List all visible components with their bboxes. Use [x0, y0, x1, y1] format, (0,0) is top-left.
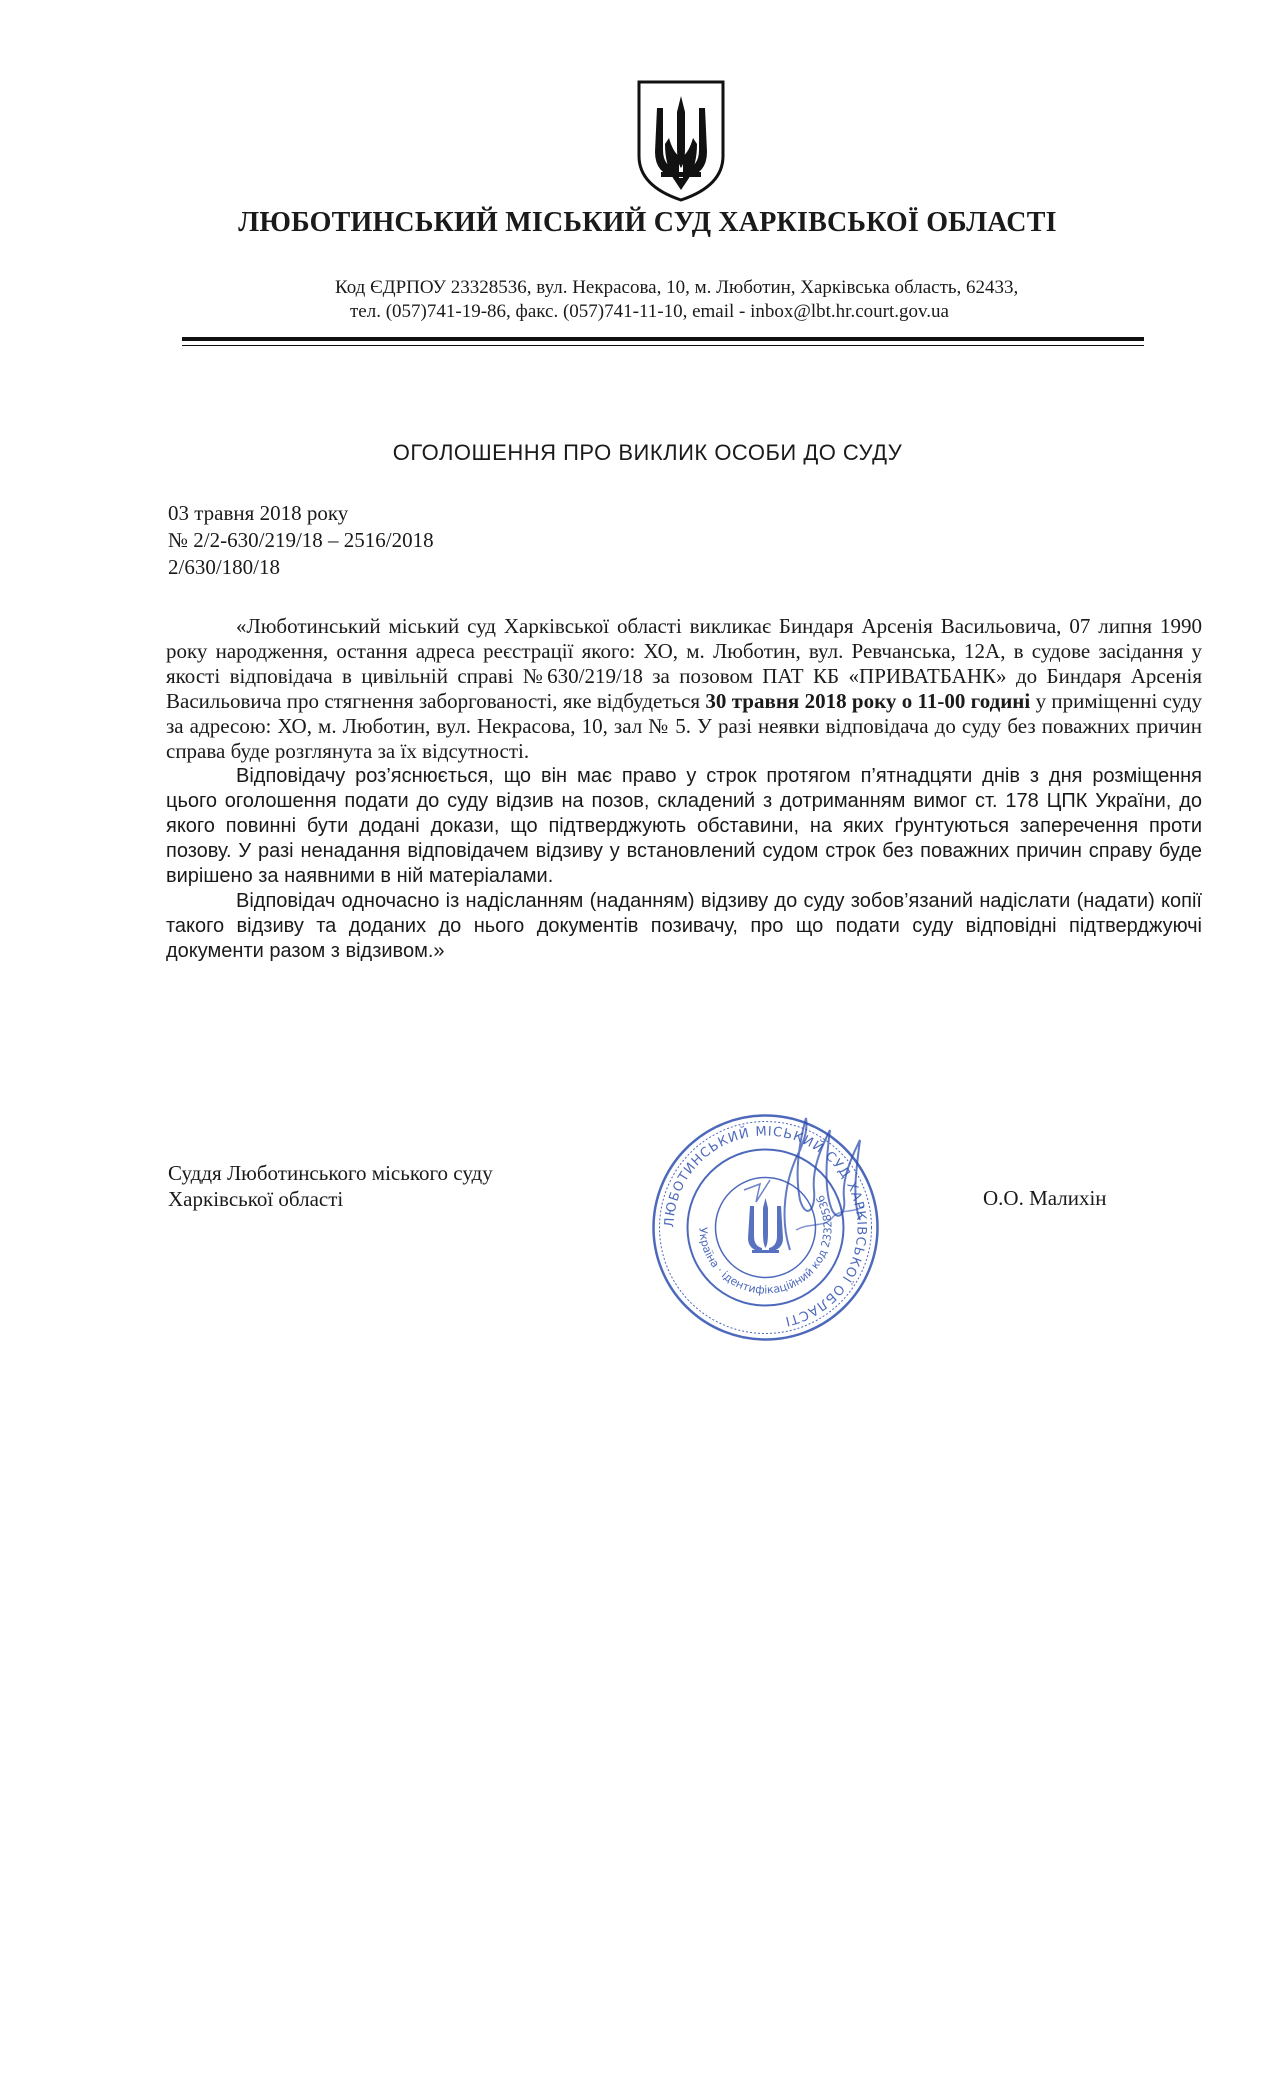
notice-date: 03 травня 2018 року — [168, 501, 349, 525]
court-name: ЛЮБОТИНСЬКИЙ МІСЬКИЙ СУД ХАРКІВСЬКОЇ ОБЛАСТІ — [238, 207, 1057, 238]
judge-position-line-2: Харківської області — [168, 1187, 344, 1211]
contacts-phone-email-line: тел. (057)741-19-86, факс. (057)741-11-10, email - inbox@lbt.hr.court.gov.ua — [350, 301, 949, 322]
notice-body — [166, 614, 1202, 964]
body-p1-text-end: у приміщенні суду за адресою: ХО, м. Люботин, вул. Некрасова, 10, зал № 5. У разі неявки відповідача до суду без поважних причин справа буде розглянута за їх відсутності. — [166, 689, 1203, 763]
case-number: № 2/2-630/219/18 – 2516/2018 — [168, 528, 434, 552]
judge-position-line-1: Суддя Люботинського міського суду — [168, 1161, 493, 1185]
judge-position — [168, 1160, 493, 1212]
proceeding-number: 2/630/180/18 — [168, 555, 281, 579]
header-divider-thin — [182, 345, 1144, 346]
body-p1-text-start: «Люботинський міський суд Харківської області викликає Биндаря Арсенія Васильовича, 07 липня 1990 року народження, остання адреса реєстрації якого: ХО, м. Люботин, вул. Ревчанська, 12А, в судове засідання у якості відповідача в цивільній справі №630/219/18 за позовом ПАТ КБ «ПРИВАТБАНК» до Биндаря Арсенія Васильовича про стягнення заборгованості, яке відбудеться — [166, 614, 1202, 713]
stamp-inner-text: Україна · ідентифікаційний код 23328536 — [696, 1192, 835, 1297]
contacts-address-line: Код ЄДРПОУ 23328536, вул. Некрасова, 10, м. Люботин, Харківська область, 62433, — [335, 277, 1019, 298]
body-paragraph-1 — [166, 614, 1202, 764]
notice-title: ОГОЛОШЕННЯ ПРО ВИКЛИК ОСОБИ ДО СУДУ — [392, 440, 903, 465]
judge-signature-icon — [760, 1110, 880, 1260]
stamp-outer-text: ЛЮБОТИНСЬКИЙ МІСЬКИЙ СУД ХАРКІВСЬКОЇ ОБЛАСТІ — [662, 1124, 869, 1329]
header-divider-thick — [182, 337, 1144, 341]
hearing-datetime: 30 травня 2018 року о 11-00 годині — [705, 689, 1031, 713]
body-paragraph-3: Відповідач одночасно із надісланням (наданням) відзиву до суду зобов’язаний надіслати (надати) копії такого відзиву та доданих до нього документів позивачу, про що подати суду відповідні підтверджуючі документи разом з відзивом.» — [166, 890, 1202, 962]
court-contacts — [300, 276, 1160, 324]
notice-meta — [168, 500, 434, 581]
coat-of-arms-icon — [633, 78, 729, 204]
judge-name: О.О. Малихін — [983, 1186, 1107, 1210]
body-paragraph-2: Відповідачу роз’яснюється, що він має право у строк протягом п’ятнадцяти днів з дня розміщення цього оголошення подати до суду відзив на позов, складений з дотриманням вимог ст. 178 ЦПК України, до якого повинні бути додані докази, що підтверджують обставини, на яких ґрунтуються заперечення проти позову. У разі ненадання відповідачем відзиву у встановлений судом строк без поважних причин справу буде вирішено за наявними в ній матеріалами. — [166, 765, 1202, 887]
